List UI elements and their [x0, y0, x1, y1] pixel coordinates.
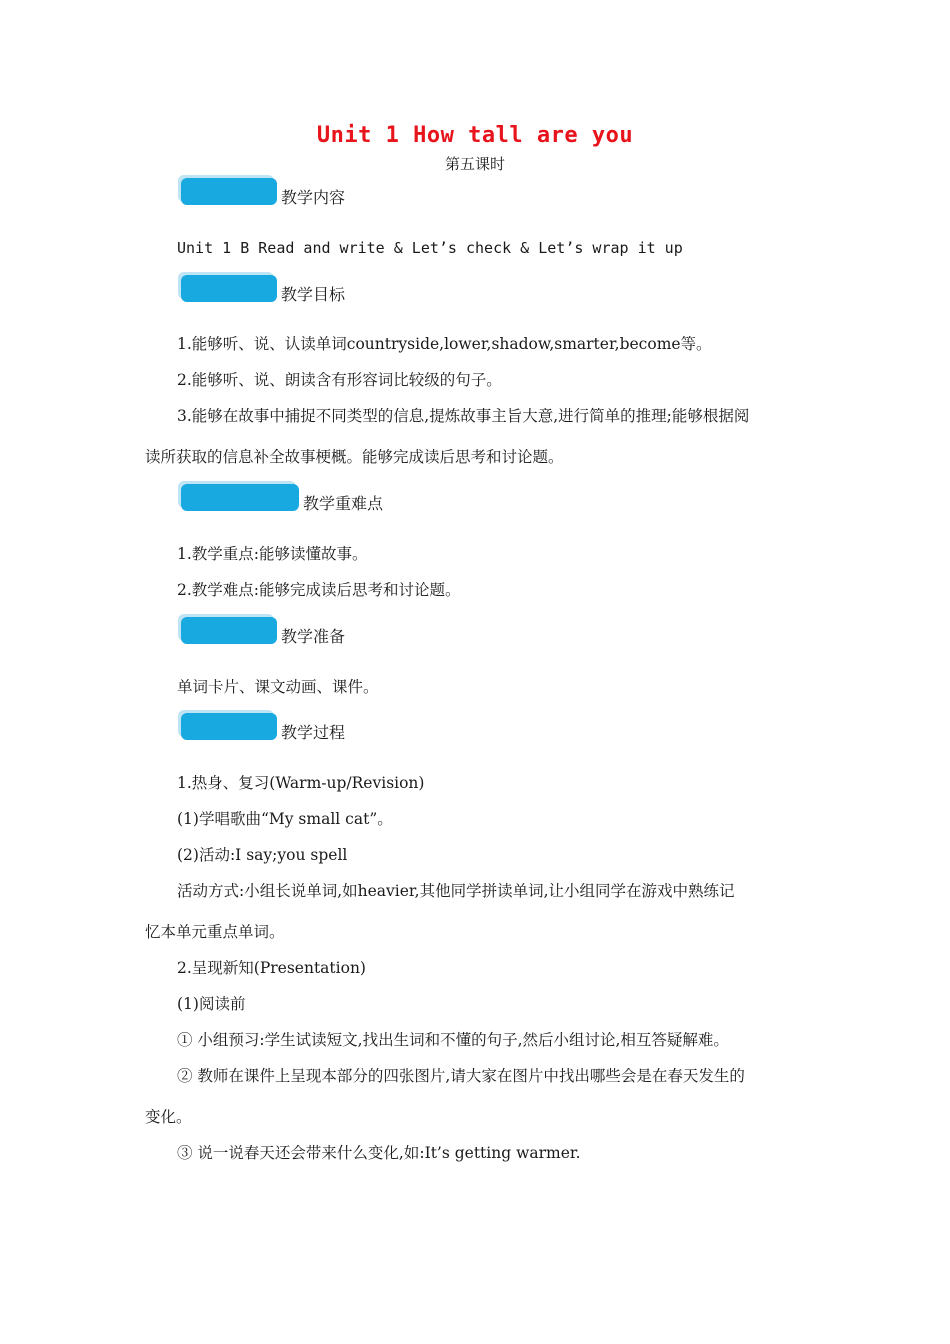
document-title: Unit 1 How tall are you [316, 123, 634, 148]
section-marker-bar [181, 178, 277, 205]
process-list-item: ① 小组预习:学生试读短文,找出生词和不懂的句子,然后小组讨论,相互答疑解难。 [177, 1031, 729, 1049]
process-list-item: ② 教师在课件上呈现本部分的四张图片,请大家在图片中找出哪些会是在春天发生的 [177, 1067, 745, 1085]
process-step: 2.呈现新知(Presentation) [177, 959, 366, 977]
process-step: 1.热身、复习(Warm-up/Revision) [177, 774, 425, 792]
process-substep: (1)学唱歌曲“My small cat”。 [177, 810, 393, 828]
process-substep: (1)阅读前 [177, 995, 246, 1013]
objective-item: 3.能够在故事中捕捉不同类型的信息,提炼故事主旨大意,进行简单的推理;能够根据阅 [177, 407, 750, 425]
lesson-subtitle: 第五课时 [444, 155, 505, 173]
key-point-item: 1.教学重点:能够读懂故事。 [177, 545, 368, 563]
section-header-content [178, 175, 345, 205]
section-marker-bar [181, 484, 299, 511]
section-heading: 教学准备 [281, 627, 346, 646]
process-list-item: ③ 说一说春天还会带来什么变化,如:It’s getting warmer. [177, 1144, 581, 1162]
section-heading: 教学重难点 [303, 494, 384, 513]
process-paragraph: 活动方式:小组长说单词,如heavier,其他同学拼读单词,让小组同学在游戏中熟练记 [177, 882, 735, 900]
content-text: Unit 1 B Read and write & Let’s check & Let’s wrap it up [177, 239, 683, 257]
objective-item-continued: 读所获取的信息补全故事梗概。能够完成读后思考和讨论题。 [145, 448, 564, 466]
section-header-process [178, 710, 345, 740]
process-paragraph-continued: 忆本单元重点单词。 [145, 923, 285, 941]
preparation-text: 单词卡片、课文动画、课件。 [177, 678, 379, 696]
section-marker-bar [181, 713, 277, 740]
objective-item: 1.能够听、说、认读单词countryside,lower,shadow,smarter,become等。 [177, 335, 712, 353]
process-list-item-continued: 变化。 [145, 1108, 192, 1126]
section-header-objectives [178, 272, 345, 302]
key-point-item: 2.教学难点:能够完成读后思考和讨论题。 [177, 581, 461, 599]
section-marker-bar [181, 275, 277, 302]
objective-item: 2.能够听、说、朗读含有形容词比较级的句子。 [177, 371, 502, 389]
section-marker-bar [181, 617, 277, 644]
process-substep: (2)活动:I say;you spell [177, 846, 348, 864]
section-header-preparation [178, 614, 345, 644]
section-heading: 教学目标 [281, 285, 346, 304]
section-heading: 教学过程 [281, 723, 346, 742]
section-header-key-points [178, 481, 383, 511]
section-heading: 教学内容 [281, 188, 346, 207]
